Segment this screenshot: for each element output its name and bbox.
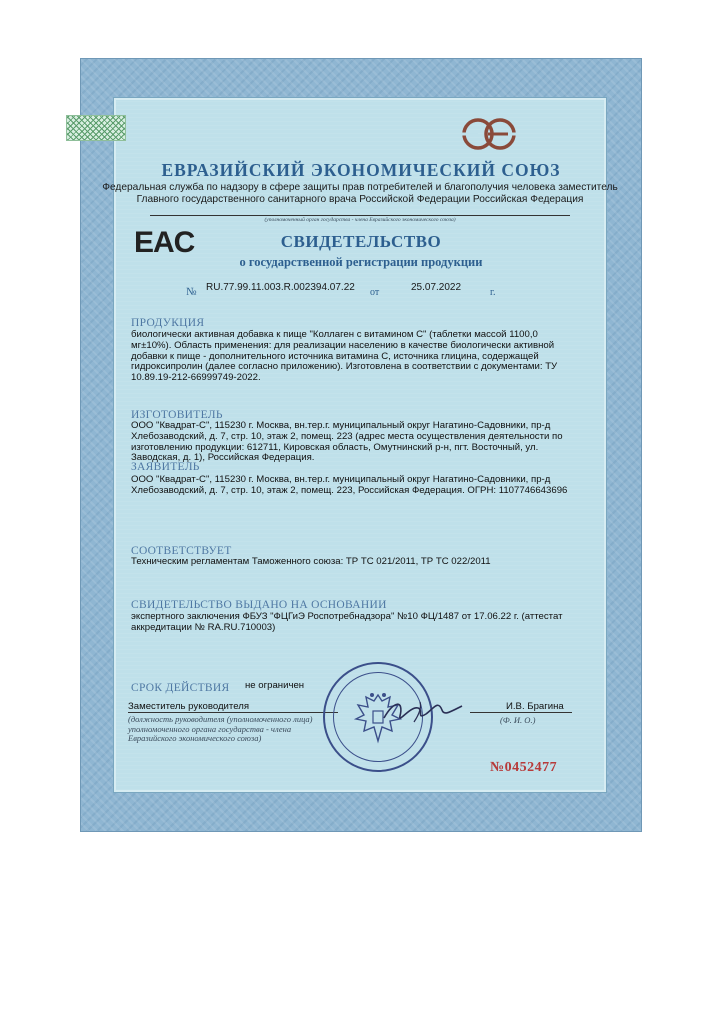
signer-name: И.В. Брагина <box>506 701 564 712</box>
product-text: биологически активная добавка к пище "Коллаген с витамином С" (таблетки массой 1100,0 мг±10%). Область применения: для реализации населению в качестве биологически активной добавки к пище - дополнительного источника витамина С, источника глицина, содержащей гидроксипролин (далее согласно приложению). Изготовлена в соответствии с документами: ТУ 10.89.19-212-66999749-2022. <box>131 329 558 384</box>
number-sign: № <box>186 286 197 298</box>
conformity-logo-icon <box>461 116 517 152</box>
eac-mark: EAC <box>134 226 195 259</box>
registration-date: 25.07.2022 <box>411 282 462 293</box>
position-caption: (должность руководителя (уполномоченного лица) уполномоченного органа государства - члена Евразийского экономического союза) <box>128 714 313 743</box>
validity-heading: СРОК ДЕЙСТВИЯ <box>131 682 230 694</box>
conformity-text: Техническим регламентам Таможенного союза: ТР ТС 021/2011, ТР ТС 022/2011 <box>131 556 491 567</box>
conformity-heading: СООТВЕТСТВУЕТ <box>131 545 232 557</box>
applicant-text: ООО "Квадрат-С", 115230 г. Москва, вн.тер.г. муниципальный округ Нагатино-Садовники, пр-д Хлебозаводский, д. 7, стр. 10, этаж 2, помещ. 223, Российская Федерация. ОГРН: 1107746643696 <box>131 474 568 496</box>
document-title: СВИДЕТЕЛЬСТВО <box>280 232 442 251</box>
document-subtitle: о государственной регистрации продукции <box>239 255 483 269</box>
year-suffix: г. <box>490 287 496 298</box>
manufacturer-heading: ИЗГОТОВИТЕЛЬ <box>131 409 223 421</box>
basis-text: экспертного заключения ФБУЗ "ФЦГиЭ Роспотребнадзора" №10 ФЦ/1487 от 17.06.22 г. (аттестат аккредитации № RA.RU.710003) <box>131 611 563 633</box>
name-caption: (Ф. И. О.) <box>500 715 536 725</box>
agency-caption: (уполномоченный орган государства - члена Евразийского экономического союза) <box>150 215 570 223</box>
handwritten-signature <box>380 694 466 728</box>
signer-position: Заместитель руководителя <box>128 701 250 712</box>
applicant-heading: ЗАЯВИТЕЛЬ <box>131 461 200 473</box>
registration-number: RU.77.99.11.003.R.002394.07.22 <box>206 282 355 293</box>
from-label: от <box>370 287 380 298</box>
security-pattern <box>66 115 126 141</box>
validity-value: не ограничен <box>245 680 305 691</box>
union-title: ЕВРАЗИЙСКИЙ ЭКОНОМИЧЕСКИЙ СОЮЗ <box>161 160 561 180</box>
product-heading: ПРОДУКЦИЯ <box>131 317 205 329</box>
basis-heading: СВИДЕТЕЛЬСТВО ВЫДАНО НА ОСНОВАНИИ <box>131 599 387 611</box>
serial-number: №0452477 <box>490 760 558 775</box>
issuing-agency: Федеральная служба по надзору в сфере защиты прав потребителей и благополучия человека заместитель Главного государственного санитарного врача Российской Федерации Российская Федерация <box>102 182 618 205</box>
manufacturer-text: ООО "Квадрат-С", 115230 г. Москва, вн.тер.г. муниципальный округ Нагатино-Садовники, пр-д Хлебозаводский, д. 7, стр. 10, этаж 2, помещ. 223 (адрес места осуществления деятельности по изготовлению продукции: 612711, Кировская область, Омутнинский р-н, пгт. Восточный, ул. Заводская, д. 1), Российская Федерация. <box>131 420 563 464</box>
